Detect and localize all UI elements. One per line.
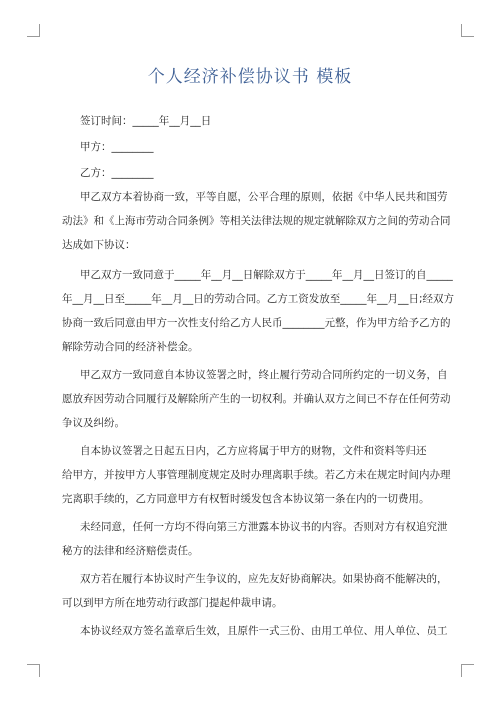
paragraph-line: 甲乙双方本着协商一致，平等自愿，公平合理的原则，依据《中华人民共和国劳 <box>80 191 448 203</box>
paragraph-line: 自本协议签署之日起五日内，乙方应将属于甲方的财物，文件和资料等归还 <box>80 445 427 457</box>
paragraph-line: 甲乙双方一致同意于_____年__月__日解除双方于_____年__月__日签订的自_____ <box>80 269 453 281</box>
paragraph-line: 秘方的法律和经济赔偿责任。 <box>62 545 199 557</box>
document-title: 个人经济补偿协议书 模板 <box>147 67 353 87</box>
paragraph-line: 达成如下协议： <box>62 239 136 251</box>
crop-mark-bottom-right <box>461 664 474 677</box>
crop-mark-top-right <box>461 24 474 37</box>
paragraph-line: 动法》和《上海市劳动合同条例》等相关法律法规的规定就解除双方之间的劳动合同 <box>62 215 451 227</box>
paragraph-line: 协商一致后同意由甲方一次性支付给乙方人民币________元整，作为甲方给予乙方的 <box>62 317 451 329</box>
paragraph-line: 愿放弃因劳动合同履行及解除所产生的一切权利。并确认双方之间已不存在任何劳动 <box>62 393 451 405</box>
crop-mark-top-left <box>27 24 40 37</box>
crop-mark-bottom-left <box>27 664 40 677</box>
paragraph-line: 争议及纠纷。 <box>62 417 125 429</box>
paragraph-line: 年__月__日至_____年__月__日的劳动合同。乙方工资发放至_____年__月__日;经双方 <box>62 293 455 305</box>
paragraph-line: 可以到甲方所在地劳动行政部门提起仲裁申请。 <box>62 597 283 609</box>
paragraph-line: 给甲方，并按甲方人事管理制度规定及时办理离职手续。若乙方未在规定时间内办理 <box>62 469 451 481</box>
paragraph-line: 本协议经双方签名盖章后生效，且原件一式三份、由用工单位、用人单位、员工 <box>80 625 448 637</box>
paragraph-line: 双方若在履行本协议时产生争议的，应先友好协商解决。如果协商不能解决的， <box>80 573 448 585</box>
paragraph-line: 完离职手续的，乙方同意甲方有权暂时缓发包含本协议第一条在内的一切费用。 <box>62 493 430 505</box>
paragraph-line: 未经同意，任何一方均不得向第三方泄露本协议书的内容。否则对方有权追究泄 <box>80 521 448 533</box>
party-b-field: 乙方：________ <box>80 167 154 179</box>
party-a-field: 甲方：________ <box>80 141 154 153</box>
paragraph-line: 解除劳动合同的经济补偿金。 <box>62 341 199 353</box>
sign-date-field: 签订时间：_____年__月__日 <box>80 115 212 127</box>
paragraph-line: 甲乙双方一致同意自本协议签署之时，终止履行劳动合同所约定的一切义务，自 <box>80 369 448 381</box>
